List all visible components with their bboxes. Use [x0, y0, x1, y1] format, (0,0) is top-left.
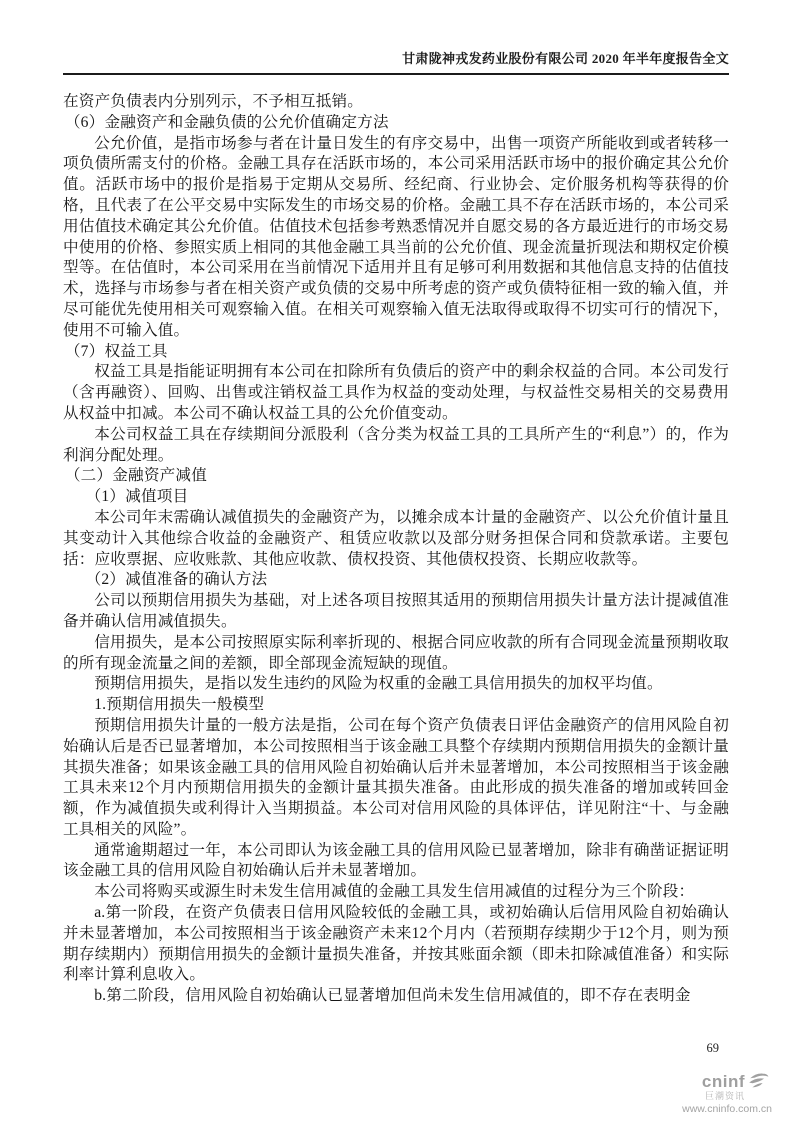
cninfo-brand-text: cninf	[701, 1072, 745, 1091]
paragraph-13: 预期信用损失，是指以发生违约的风险为权重的金融工具信用损失的加权平均值。	[94, 675, 663, 693]
paragraph-14: 1.预期信用损失一般模型	[94, 696, 265, 714]
paragraph-11: 公司以预期信用损失为基础，对上述各项目按照其适用的预期信用损失计量方法计提减值准备并确认信用减值损失。	[63, 592, 729, 630]
paragraph-16: 通常逾期超过一年，本公司即认为该金融工具的信用风险已显著增加，除非有确凿证据证明该金融工具的信用风险自初始确认后并未显著增加。	[63, 841, 729, 880]
paragraph-7: （二）金融资产减值	[64, 467, 208, 485]
document-body	[63, 92, 729, 1007]
paragraph-17: 本公司将购买或源生时未发生信用减值的金融工具发生信用减值的过程分为三个阶段：	[94, 883, 695, 901]
paragraph-9: 本公司年末需确认减值损失的金融资产为，以摊余成本计量的金融资产、以公允价值计量且其变动计入其他综合收益的金融资产、租赁应收款以及部分财务担保合同和贷款承诺。主要包括：应收票据、应收账款、其他应收款、债权投资、其他债权投资、长期应收款等。	[63, 508, 729, 568]
paragraph-19: b.第二阶段，信用风险自初始确认已显著增加但尚未发生信用减值的，即不存在表明金	[94, 987, 691, 1005]
header-rule	[63, 73, 729, 75]
page-header	[63, 48, 729, 75]
paragraph-10: （2）减值准备的确认方法	[85, 571, 268, 589]
header-title: 甘肃陇神戎发药业股份有限公司 2020 年半年度报告全文	[402, 51, 729, 66]
paragraph-18: a.第一阶段，在资产负债表日信用风险较低的金融工具，或初始确认后信用风险自初始确认并未显著增加，本公司按照相当于该金融资产未来12个月内（若预期存续期少于12个月，则为预期存续期内）预期信用损失的金额计量损失准备，并按其账面余额（即未扣除减值准备）和实际利率计算利息收入。	[63, 904, 729, 984]
paragraph-3: 公允价值，是指市场参与者在计量日发生的有序交易中，出售一项资产所能收到或者转移一项负债所需支付的价格。金融工具存在活跃市场的，本公司采用活跃市场中的报价确定其公允价值。活跃市场中的报价是指易于定期从交易所、经纪商、行业协会、定价服务机构等获得的价格，且代表了在公平交易中实际发生的市场交易的价格。金融工具不存在活跃市场的，本公司采用估值技术确定其公允价值。估值技术包括参考熟悉情况并自愿交易的各方最近进行的市场交易中使用的价格、参照实质上相同的其他金融工具当前的公允价值、现金流量折现法和期权定价模型等。在估值时，本公司采用在当前情况下适用并且有足够可利用数据和其他信息支持的估值技术，选择与市场参与者在相关资产或负债的交易中所考虑的资产或负债特征相一致的输入值，并尽可能优先使用相关可观察输入值。在相关可观察输入值无法取得或取得不切实可行的情况下，使用不可输入值。	[63, 134, 729, 339]
paragraph-15: 预期信用损失计量的一般方法是指，公司在每个资产负债表日评估金融资产的信用风险自初始确认后是否已显著增加，本公司按照相当于该金融工具整个存续期内预期信用损失的金额计量其损失准备；如果该金融工具的信用风险自初始确认后并未显著增加，本公司按照相当于该金融工具未来12个月内预期信用损失的金额计量其损失准备。由此形成的损失准备的增加或转回金额，作为减值损失或利得计入当期损益。本公司对信用风险的具体评估，详见附注“十、与金融工具相关的风险”。	[63, 716, 729, 838]
paragraph-6: 本公司权益工具在存续期间分派股利（含分类为权益工具的工具所产生的“利息”）的，作为利润分配处理。	[63, 425, 729, 464]
cninfo-swirl-icon	[748, 1073, 769, 1091]
paragraph-1: 在资产负债表内分别列示，不予相互抵销。	[63, 93, 364, 110]
paragraph-8: （1）减值项目	[85, 488, 189, 506]
cninfo-subtitle: 巨潮资讯	[704, 1091, 745, 1101]
paragraph-5: 权益工具是指能证明拥有本公司在扣除所有负债后的资产中的剩余权益的合同。本公司发行（含再融资）、回购、出售或注销权益工具作为权益的变动处理，与权益性交易相关的交易费用从权益中扣减。本公司不确认权益工具的公允价值变动。	[63, 363, 729, 422]
cninfo-url: www.cninfo.com.cn	[682, 1103, 772, 1115]
paragraph-2: （6）金融资产和金融负债的公允价值确定方法	[64, 113, 389, 131]
paragraph-4: （7）权益工具	[64, 342, 168, 360]
page-number: 69	[706, 1041, 719, 1055]
cninfo-watermark	[682, 1072, 772, 1115]
paragraph-12: 信用损失，是本公司按照原实际利率折现的、根据合同应收款的所有合同现金流量预期收取的所有现金流量之间的差额，即全部现金流短缺的现值。	[63, 633, 729, 672]
